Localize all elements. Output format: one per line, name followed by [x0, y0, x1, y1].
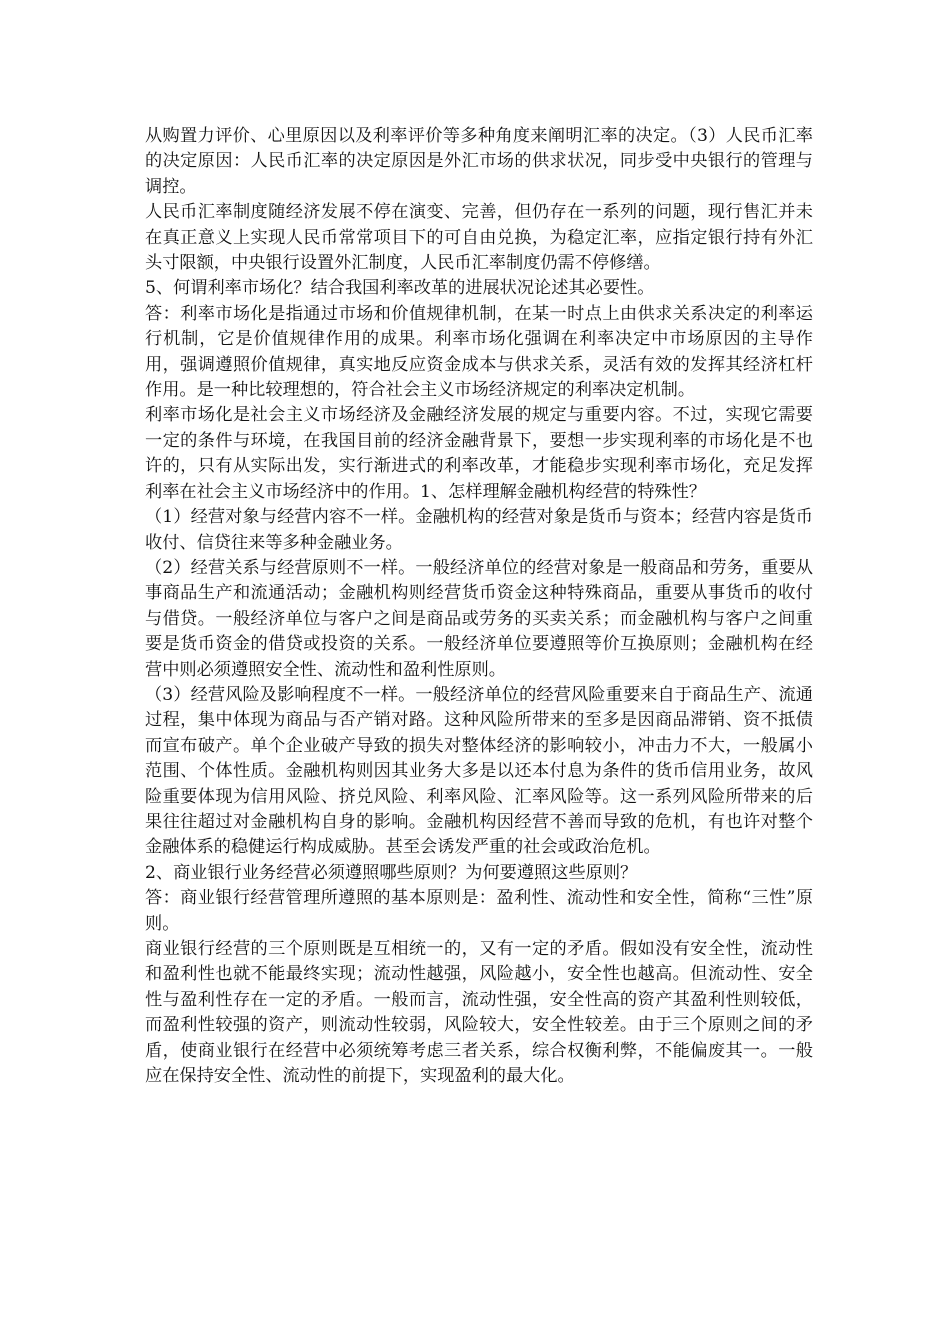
- paragraph-point-3-risks: （3）经营风险及影响程度不一样。一般经济单位的经营风险重要来自于商品生产、流通过程，集中体现为商品与否产销对路。这种风险所带来的至多是因商品滞销、资不抵债而宣布破产。单个企业破产导致的损失对整体经济的影响较小，冲击力不大，一般属小范围、个体性质。金融机构则因其业务大多是以还本付息为条件的货币信用业务，故风险重要体现为信用风险、挤兑风险、利率风险、汇率风险等。这一系列风险所带来的后果往往超过对金融机构自身的影响。金融机构因经营不善而导致的危机，有也许对整个金融体系的稳健运行构成威胁。甚至会诱发严重的社会或政治危机。: [145, 684, 813, 858]
- answer-bank-principles: 答：商业银行经营管理所遵照的基本原则是：盈利性、流动性和安全性，简称“三性”原则。: [145, 888, 813, 934]
- paragraph-point-1-objects: （1）经营对象与经营内容不一样。金融机构的经营对象是货币与资本；经营内容是货币收付、信贷往来等多种金融业务。: [145, 507, 813, 553]
- paragraph-exchange-rate-determination: 从购置力评价、心里原因以及利率评价等多种角度来阐明汇率的决定。（3）人民币汇率的决定原因：人民币汇率的决定原因是外汇市场的供求状况，同步受中央银行的管理与调控。: [145, 126, 813, 197]
- paragraph-marketization-necessity: 利率市场化是社会主义市场经济及金融经济发展的规定与重要内容。不过，实现它需要一定的条件与环境，在我国目前的经济金融背景下，要想一步实现利率的市场化是不也许的，只有从实际出发，实行渐进式的利率改革，才能稳步实现利率市场化，充足发挥利率在社会主义市场经济中的作用。1、怎样理解金融机构经营的特殊性？: [145, 405, 813, 502]
- question-interest-rate-marketization: 5、何谓利率市场化？结合我国利率改革的进展状况论述其必要性。: [145, 278, 655, 299]
- answer-interest-rate-marketization: 答：利率市场化是指通过市场和价值规律机制，在某一时点上由供求关系决定的利率运行机制，它是价值规律作用的成果。利率市场化强调在利率决定中市场原因的主导作用，强调遵照价值规律，真实地反应资金成本与供求关系，灵活有效的发挥其经济杠杆作用。是一种比较理想的，符合社会主义市场经济规定的利率决定机制。: [145, 303, 813, 401]
- paragraph-three-principles-relation: 商业银行经营的三个原则既是互相统一的，又有一定的矛盾。假如没有安全性，流动性和盈利性也就不能最终实现；流动性越强，风险越小，安全性也越高。但流动性、安全性与盈利性存在一定的矛盾。一般而言，流动性强，安全性高的资产其盈利性则较低，而盈利性较强的资产，则流动性较弱，风险较大，安全性较差。由于三个原则之间的矛盾，使商业银行在经营中必须统筹考虑三者关系，综合权衡利弊，不能偏废其一。一般应在保持安全性、流动性的前提下，实现盈利的最大化。: [145, 939, 813, 1087]
- paragraph-point-2-relations: （2）经营关系与经营原则不一样。一般经济单位的经营对象是一般商品和劳务，重要从事商品生产和流通活动；金融机构则经营货币资金这种特殊商品，重要从事货币的收付与借贷。一般经济单位与客户之间是商品或劳务的买卖关系；而金融机构与客户之间重要是货币资金的借贷或投资的关系。一般经济单位要遵照等价互换原则；金融机构在经营中则必须遵照安全性、流动性和盈利性原则。: [145, 557, 813, 680]
- document-body: [145, 124, 813, 1089]
- question-bank-principles: 2、商业银行业务经营必须遵照哪些原则？为何要遵照这些原则？: [145, 862, 638, 883]
- paragraph-rmb-exchange-rate-system: 人民币汇率制度随经济发展不停在演变、完善，但仍存在一系列的问题，现行售汇并未在真正意义上实现人民币常常项目下的可自由兑换，为稳定汇率，应指定银行持有外汇头寸限额，中央银行设置外汇制度，人民币汇率制度仍需不停修缮。: [145, 202, 813, 274]
